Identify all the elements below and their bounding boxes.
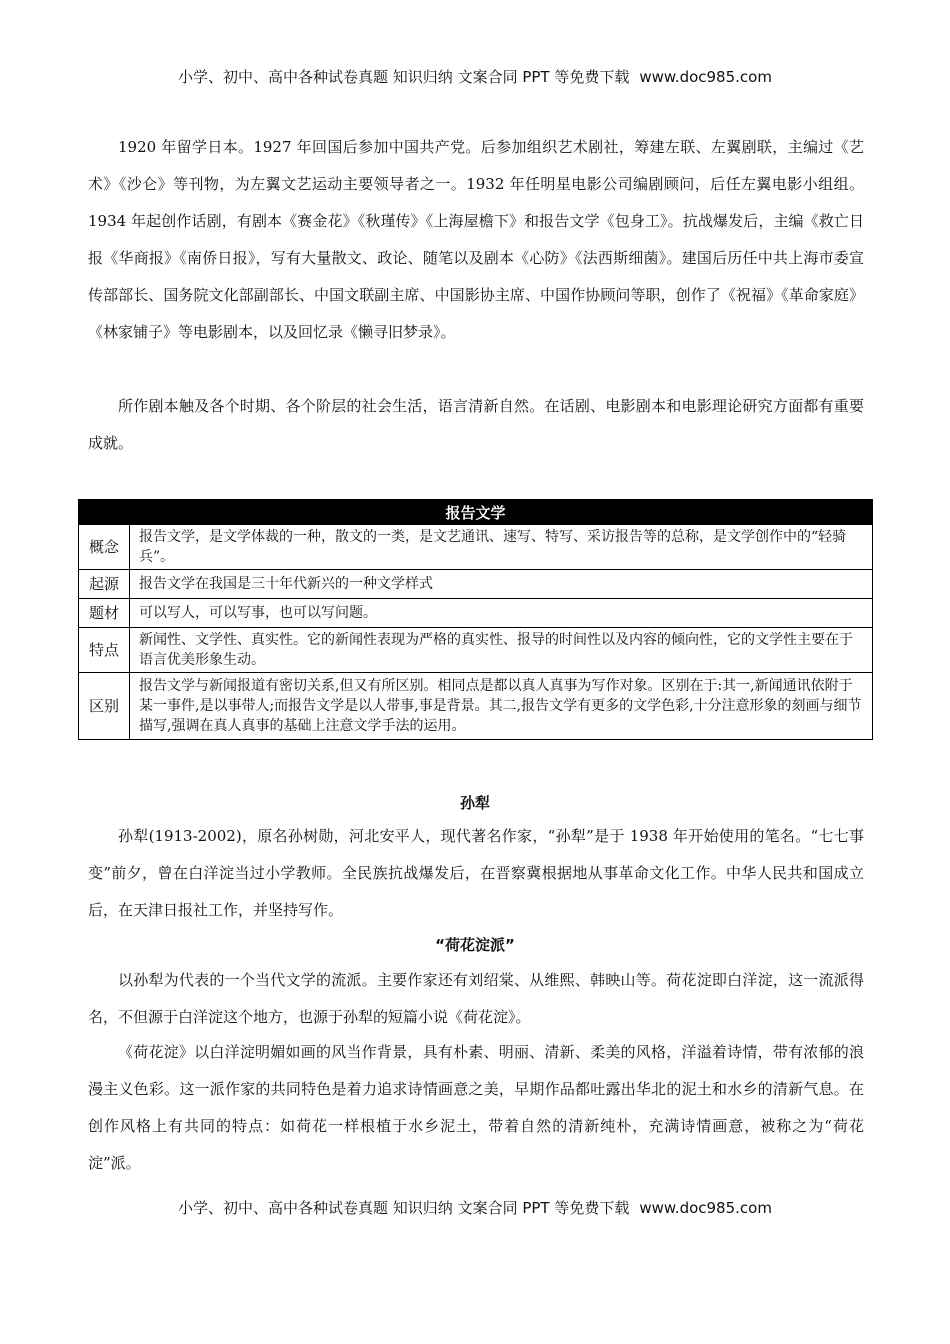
row-text-difference: 报告文学与新闻报道有密切关系,但又有所区别。相同点是都以真人真事为写作对象。区别在于:其一,新闻通讯依附于某一事件,是以事带人;而报告文学是以人带事,事是背景。其二,报告文学有更多的文学色彩,十分注意形象的刻画与细节描写,强调在真人真事的基础上注意文学手法的运用。 [130, 673, 873, 740]
table-row [79, 599, 873, 628]
hehua-heading: “荷花淀派” [435, 936, 515, 954]
row-text-origin: 报告文学在我国是三十年代新兴的一种文学样式 [130, 570, 873, 599]
row-label-subject: 题材 [79, 599, 130, 628]
intro-paragraph-1: 1920 年留学日本。1927 年回国后参加中国共产党。后参加组织艺术剧社，筹建左联、左翼剧联，主编过《艺术》《沙仑》等刊物，为左翼文艺运动主要领导者之一。1932 年任明星电影公司编剧顾问，后任左翼电影小组组。1934 年起创作话剧，有剧本《赛金花》《秋瑾传》《上海屋檐下》和报告文学《包身工》。抗战爆发后，主编《救亡日报《华商报》《南侨日报》，写有大量散文、政论、随笔以及剧本《心防》《法西斯细菌》。建国后历任中共上海市委宣传部部长、国务院文化部副部长、中国文联副主席、中国影协主席、中国作协顾问等职，创作了《祝福》《革命家庭》《林家铺子》等电影剧本，以及回忆录《懒寻旧梦录》。 [88, 138, 864, 341]
hehua-paragraph-1: 以孙犁为代表的一个当代文学的流派。主要作家还有刘绍棠、从维熙、韩映山等。荷花淀即白洋淀，这一流派得名，不但源于白洋淀这个地方，也源于孙犁的短篇小说《荷花淀》。 [88, 971, 864, 1026]
hehua-paragraph-2: 《荷花淀》以白洋淀明媚如画的风当作背景，具有朴素、明丽、清新、柔美的风格，洋溢着诗情，带有浓郁的浪漫主义色彩。这一派作家的共同特色是着力追求诗情画意之美，早期作品都吐露出华北的泥土和水乡的清新气息。在创作风格上有共同的特点：如荷花一样根植于水乡泥土，带着自然的清新纯朴，充满诗情画意，被称之为“荷花淀”派。 [88, 1043, 864, 1172]
table-row [79, 628, 873, 673]
header-site-link[interactable]: www.doc985.com [639, 68, 772, 86]
row-label-concept: 概念 [79, 525, 130, 570]
row-text-features: 新闻性、文学性、真实性。它的新闻性表现为严格的真实性、报导的时间性以及内容的倾向性，它的文学性主要在于语言优美形象生动。 [130, 628, 873, 673]
row-text-concept: 报告文学，是文学体裁的一种，散文的一类，是文艺通讯、速写、特写、采访报告等的总称，是文学创作中的“轻骑兵”。 [130, 525, 873, 570]
table-row [79, 673, 873, 740]
footer-text: 小学、初中、高中各种试卷真题 知识归纳 文案合同 PPT 等免费下载 [178, 1199, 630, 1217]
row-label-features: 特点 [79, 628, 130, 673]
intro-paragraph-2: 所作剧本触及各个时期、各个阶层的社会生活，语言清新自然。在话剧、电影剧本和电影理论研究方面都有重要成就。 [88, 397, 864, 452]
header-text: 小学、初中、高中各种试卷真题 知识归纳 文案合同 PPT 等免费下载 [178, 68, 630, 86]
row-label-difference: 区别 [79, 673, 130, 740]
row-text-subject: 可以写人，可以写事，也可以写问题。 [130, 599, 873, 628]
table-title: 报告文学 [79, 500, 873, 525]
table-row [79, 525, 873, 570]
sunli-paragraph: 孙犁(1913-2002)，原名孙树勋，河北安平人，现代著名作家，“孙犁”是于 1938 年开始使用的笔名。“七七事变”前夕，曾在白洋淀当过小学教师。全民族抗战爆发后，在晋察冀根据地从事革命文化工作。中华人民共和国成立后，在天津日报社工作，并坚持写作。 [88, 827, 864, 919]
table-row [79, 570, 873, 599]
report-literature-table [78, 499, 873, 740]
footer-site-link[interactable]: www.doc985.com [639, 1199, 772, 1217]
page-header [0, 66, 950, 87]
page-footer [0, 1197, 950, 1218]
sunli-heading: 孙犁 [459, 794, 490, 812]
row-label-origin: 起源 [79, 570, 130, 599]
